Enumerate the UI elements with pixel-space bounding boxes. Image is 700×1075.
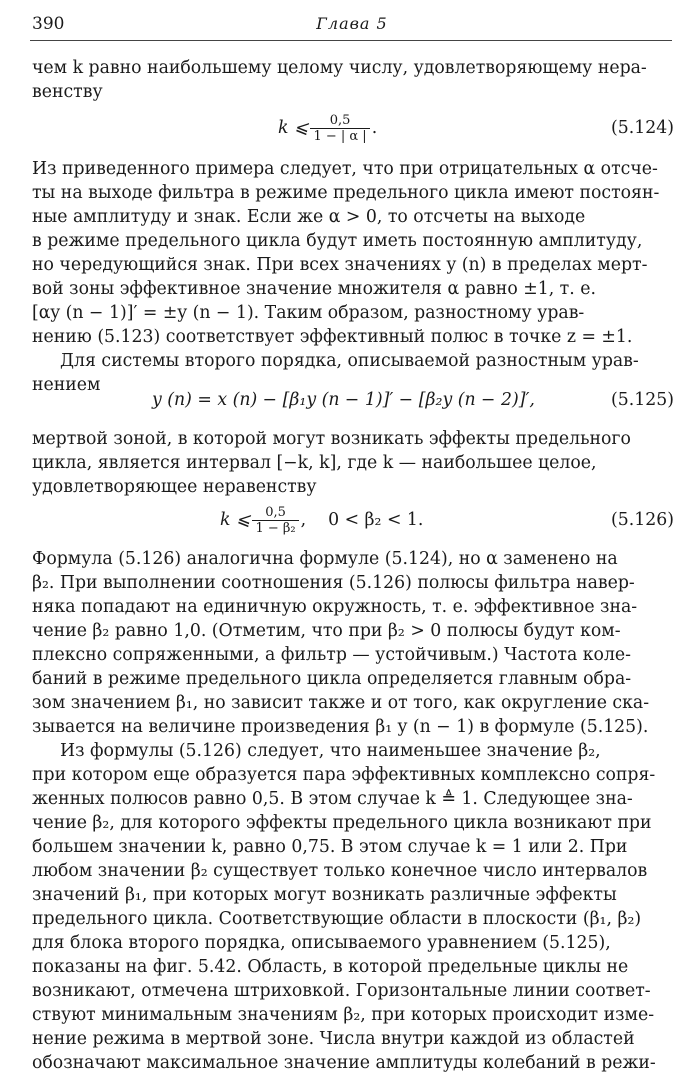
equation-tail: , 0 < β₂ < 1.	[300, 510, 424, 530]
text-line: зывается на величине произведения β₁ y (n − 1) в формуле (5.125).	[32, 717, 649, 737]
fraction-numerator: 0,5	[265, 505, 286, 520]
equation-lhs: k ⩽	[220, 510, 251, 530]
text-line: показаны на фиг. 5.42. Область, в которой предельные циклы не	[32, 957, 629, 977]
text-line: нению (5.123) соответствует эффективный полюс в точке z = ±1.	[32, 327, 633, 347]
equation-5-125	[0, 378, 700, 422]
text-line: [αy (n − 1)]′ = ±y (n − 1). Таким образом, разностному урав-	[32, 303, 585, 323]
fraction-denominator: 1 − β₂	[252, 520, 298, 536]
equation-5-124	[0, 106, 700, 150]
fraction-numerator: 0,5	[329, 113, 351, 128]
text-line: няка попадают на единичную окружность, т. е. эффективное зна-	[32, 597, 638, 617]
text-line: плексно сопряженными, а фильтр — устойчивым.) Частота коле-	[32, 645, 631, 665]
text-line: возникают, отмечена штриховкой. Горизонтальные линии соответ-	[32, 981, 651, 1001]
text-line: мертвой зоной, в которой могут возникать эффекты предельного	[32, 429, 631, 449]
text-line: ствуют минимальным значениям β₂, при которых происходит изме-	[32, 1005, 655, 1025]
equation-body: y (n) = x (n) − [β₁y (n − 1)]′ − [β₂y (n − 2)]′,	[152, 390, 535, 410]
text-line: Из приведенного примера следует, что при отрицательных α отсче-	[32, 159, 658, 179]
fraction	[310, 113, 369, 144]
text-line: большем значении k, равно 0,75. В этом случае k = 1 или 2. При	[32, 837, 628, 857]
text-line: обозначают максимальное значение амплитуды колебаний в режи-	[32, 1053, 656, 1073]
text-line: ные амплитуду и знак. Если же α > 0, то отсчеты на выходе	[32, 207, 586, 227]
text-line: цикла, является интервал [−k, k], где k — наибольшее целое,	[32, 453, 597, 473]
text-line: при котором еще образуется пара эффективных комплексно сопря-	[32, 765, 656, 785]
running-head: Глава 5	[316, 14, 388, 33]
text-line: удовлетворяющее неравенству	[32, 477, 317, 497]
text-line: но чередующийся знак. При всех значениях y (n) в пределах мерт-	[32, 255, 648, 275]
text-line: женных полюсов равно 0,5. В этом случае k ≜ 1. Следующее зна-	[32, 789, 633, 809]
equation-body	[220, 498, 423, 542]
text-line: Из формулы (5.126) следует, что наименьшее значение β₂,	[60, 741, 601, 761]
equation-number: (5.125)	[611, 390, 674, 410]
page-header	[32, 14, 672, 40]
text-line: чение β₂ равно 1,0. (Отметим, что при β₂ > 0 полюсы будут ком-	[32, 621, 621, 641]
text-line: венству	[32, 82, 103, 102]
text-line: любом значении β₂ существует только конечное число интервалов	[32, 861, 648, 881]
text-line: чение β₂, для которого эффекты предельного цикла возникают при	[32, 813, 652, 833]
text-line: чем k равно наибольшему целому числу, удовлетворяющему нера-	[32, 58, 647, 78]
text-line: β₂. При выполнении соотношения (5.126) полюсы фильтра навер-	[32, 573, 635, 593]
fraction	[252, 505, 298, 536]
text-line: в режиме предельного цикла будут иметь постоянную амплитуду,	[32, 231, 643, 251]
equation-lhs: k ⩽	[278, 118, 309, 138]
equation-number: (5.126)	[611, 510, 674, 530]
header-rule	[30, 40, 672, 41]
page-number: 390	[32, 14, 65, 34]
text-line: для блока второго порядка, описываемого уравнением (5.125),	[32, 933, 611, 953]
equation-tail: .	[371, 118, 378, 138]
equation-5-126	[0, 498, 700, 542]
text-line: вой зоны эффективное значение множителя α равно ±1, т. е.	[32, 279, 596, 299]
text-line: нение режима в мертвой зоне. Числа внутри каждой из областей	[32, 1029, 635, 1049]
equation-number: (5.124)	[611, 118, 674, 138]
fraction-denominator: 1 − | α |	[310, 128, 369, 144]
text-line: предельного цикла. Соответствующие области в плоскости (β₁, β₂)	[32, 909, 642, 929]
text-line: Для системы второго порядка, описываемой разностным урав-	[60, 351, 639, 371]
equation-body	[278, 106, 377, 150]
text-line: зом значением β₁, но зависит также и от того, как округление ска-	[32, 693, 650, 713]
text-line: Формула (5.126) аналогична формуле (5.124), но α заменено на	[32, 549, 618, 569]
text-line: нением	[32, 375, 101, 395]
text-line: ты на выходе фильтра в режиме предельного цикла имеют постоян-	[32, 183, 660, 203]
text-line: баний в режиме предельного цикла определяется главным обра-	[32, 669, 632, 689]
text-line: значений β₁, при которых могут возникать различные эффекты	[32, 885, 617, 905]
